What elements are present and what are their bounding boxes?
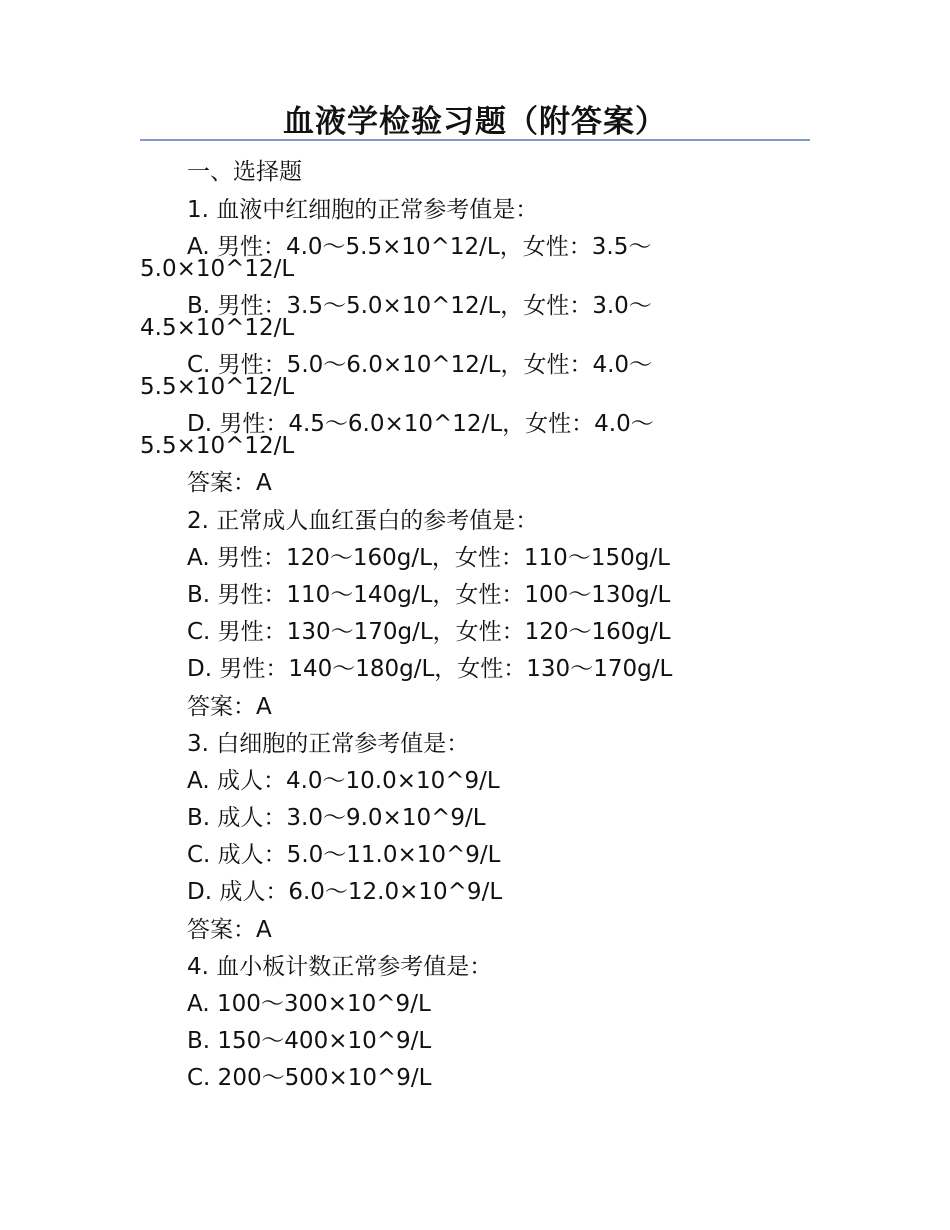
question-4-stem: 4. 血小板计数正常参考值是：	[187, 954, 493, 980]
question-1-option-a-continued: 5.0×10^12/L	[140, 256, 295, 282]
question-2-option-b: B. 男性：110～140g/L，女性：100～130g/L	[187, 582, 671, 608]
title-underline	[140, 139, 810, 141]
question-2-option-d: D. 男性：140～180g/L，女性：130～170g/L	[187, 656, 673, 682]
question-3-answer: 答案：A	[187, 917, 272, 943]
question-1-option-b-continued: 4.5×10^12/L	[140, 315, 295, 341]
question-4-option-b: B. 150～400×10^9/L	[187, 1028, 432, 1054]
question-2-option-a: A. 男性：120～160g/L，女性：110～150g/L	[187, 545, 670, 571]
question-3-stem: 3. 白细胞的正常参考值是：	[187, 731, 470, 757]
page-title: 血液学检验习题（附答案）	[283, 104, 667, 140]
section-heading: 一、选择题	[187, 159, 302, 185]
question-1-option-d: D. 男性：4.5～6.0×10^12/L，女性：4.0～	[187, 411, 654, 437]
question-3-option-c: C. 成人：5.0～11.0×10^9/L	[187, 842, 501, 868]
question-1-option-b: B. 男性：3.5～5.0×10^12/L，女性：3.0～	[187, 293, 652, 319]
question-2-stem: 2. 正常成人血红蛋白的参考值是：	[187, 508, 539, 534]
question-3-option-d: D. 成人：6.0～12.0×10^9/L	[187, 879, 503, 905]
question-4-option-c: C. 200～500×10^9/L	[187, 1065, 432, 1091]
question-4-option-a: A. 100～300×10^9/L	[187, 991, 431, 1017]
question-1-option-d-continued: 5.5×10^12/L	[140, 433, 295, 459]
question-1-option-c: C. 男性：5.0～6.0×10^12/L，女性：4.0～	[187, 352, 653, 378]
question-3-option-a: A. 成人：4.0～10.0×10^9/L	[187, 768, 500, 794]
question-1-option-c-continued: 5.5×10^12/L	[140, 374, 295, 400]
question-1-stem: 1. 血液中红细胞的正常参考值是：	[187, 197, 539, 223]
question-1-answer: 答案：A	[187, 470, 272, 496]
question-1-option-a: A. 男性：4.0～5.5×10^12/L，女性：3.5～	[187, 234, 652, 260]
question-2-option-c: C. 男性：130～170g/L，女性：120～160g/L	[187, 619, 671, 645]
question-3-option-b: B. 成人：3.0～9.0×10^9/L	[187, 805, 486, 831]
question-2-answer: 答案：A	[187, 694, 272, 720]
